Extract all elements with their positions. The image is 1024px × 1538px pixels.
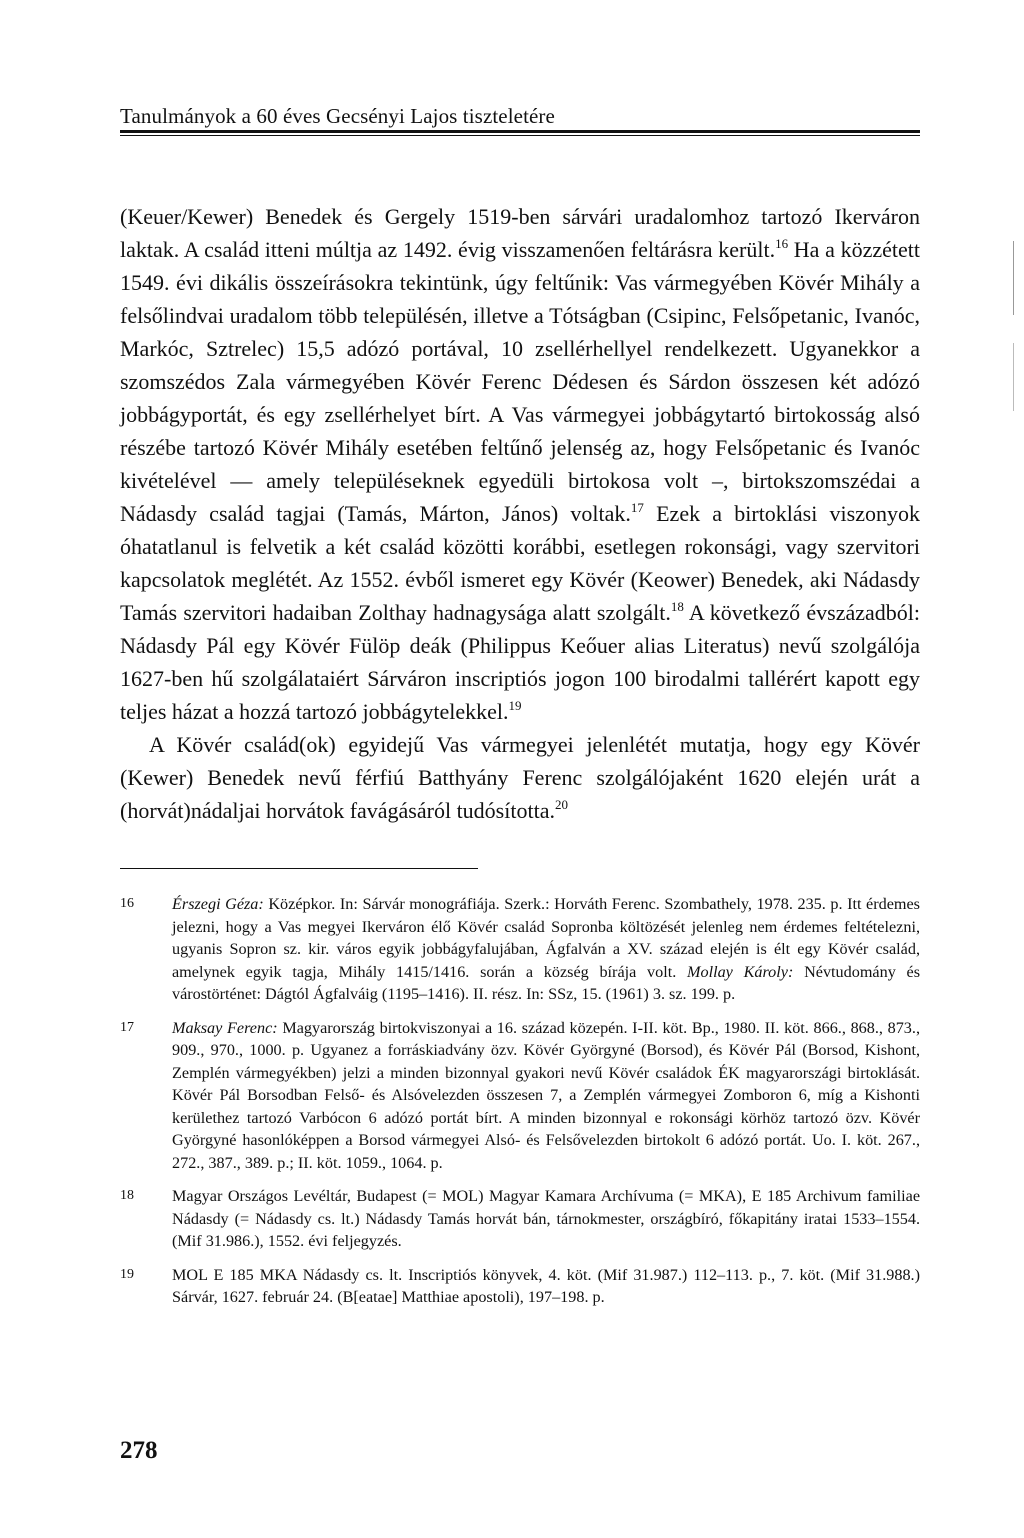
header-rule [120, 130, 920, 133]
footnote-number: 16 [120, 896, 134, 911]
footnote-16 [120, 893, 920, 1006]
margin-mark [1013, 343, 1014, 411]
paragraph-text: (Keuer/Kewer) Benedek és Gergely 1519-ben sárvári uradalomhoz tartozó Ikerváron laktak. A család itteni múltja az 1492. évig visszamenően feltárásra került. [120, 204, 920, 262]
footnote-author: Maksay Ferenc: [172, 1018, 278, 1037]
paragraph-text: A Kövér család(ok) egyidejű Vas vármegyei jelenlétét mutatja, hogy egy Kövér (Kewer) Benedek nevű férfiú Batthyány Ferenc szolgálójaként 1620 elején urát a (horvát)nádaljai horvátok favágásáról tudósította. [120, 732, 920, 823]
footnote-ref: 17 [630, 500, 644, 515]
footnote-text: Magyarország birtokviszonyai a 16. század közepén. I-II. köt. Bp., 1980. II. köt. 866., 868., 873., 909., 970., 1000. p. Ugyanez a forráskiadvány özv. Kövér Györgyné (Borsod), és Kövér Pál (Borsod, Kishont, Zemplén vármegyékben) jelzi a minden bizonnyal gyakori nevű Kövér családok ÉK magyarországi birtoklását. Kövér Pál Borsodban Felső- és Alsóvelezden összesen 7, a Zemplén vármegyei Zomboron 6, míg a Kishonti kerülethez tartozó Varbócon 6 adózó portát bírt. A minden bizonnyal e rokonsági körhöz tartozó özv. Kövér Györgyné hasonlóképpen a Borsod vármegyei Alsó- és Felsővelezden birtokolt 6 adózó portát. Uo. I. köt. 267., 272., 387., 389. p.; II. köt. 1059., 1064. p. [172, 1018, 920, 1172]
footnote-19 [120, 1264, 920, 1309]
paragraph-1 [120, 200, 920, 728]
footnote-text: Névtudomány és várostörténet: Dágtól Ágfalváig (1195–1416). II. rész. In: SSz, 15. (1961) 3. sz. 199. p. [172, 962, 920, 1003]
footnote-ref: 16 [775, 236, 789, 251]
footnote-text: Magyar Országos Levéltár, Budapest (= MOL) Magyar Kamara Archívuma (= MKA), E 185 Archivum familiae Nádasdy (= Nádasdy cs. lt.) Nádasdy Tamás horvát bán, tárnokmester, országbíró, főkapitány iratai 1533–1554. (Mif 31.986.), 1552. évi feljegyzés. [172, 1187, 920, 1250]
paragraph-2 [120, 728, 920, 827]
header-rule-thin [120, 135, 920, 136]
body-text [120, 200, 920, 827]
footnote-author: Mollay Károly: [687, 962, 794, 981]
paragraph-text: Ha a közzétett 1549. évi dikális összeírásokra tekintünk, úgy feltűnik: Vas vármegyében Kövér Mihály a felsőlindvai uradalom több településén, illetve a Tótságban (Csipinc, Felsőpetanic, Ivanóc, Markóc, Sztrelec) 15,5 adózó portával, 10 zsellérhellyel rendelkezett. Ugyanekkor a szomszédos Zala vármegyében Kövér Ferenc Dédesen és Sárdon összesen két adózó jobbágyportát, és egy zsellérhelyet bírt. A Vas vármegyei jobbágytartó birtokosság alsó részébe tartozó Kövér Mihály esetében feltűnő jelenség az, hogy Felsőpetanic és Ivanóc kivételével — amely településeknek egyedüli birtokosa volt –, birtokszomszédai a Nádasdy család tagjai (Tamás, Márton, János) voltak. [120, 237, 921, 526]
footnote-text: Középkor. In: Sárvár monográfiája. Szerk.: Horváth Ferenc. Szombathely, 1978. 235. p. Itt érdemes jelezni, hogy a Vas megyei Ikerváron élő Kövér család Sopronba költözését jelenleg nem érdemes feltételezni, ugyanis Sopron sz. kir. város egyik jobbágyfalujában, Ágfalván a XV. század elején is élt egy Kövér család, amelynek egyik tagja, Mihály 1415/1416. során a község bírája volt. [172, 895, 920, 981]
footnote-separator [120, 868, 478, 869]
footnote-number: 18 [120, 1188, 134, 1203]
footnote-ref: 20 [554, 797, 568, 812]
page-number: 278 [120, 1437, 158, 1464]
footnote-17 [120, 1017, 920, 1175]
running-header: Tanulmányok a 60 éves Gecsényi Lajos tiszteletére [120, 104, 555, 128]
paragraph-text: A következő évszázadból: Nádasdy Pál egy Kövér Fülöp deák (Philippus Keőuer alias Literatus) nevű szolgálója 1627-ben hű szolgálataiért Sárváron inscriptiós jogon 100 birodalmi tallérért kapott egy teljes házat a hozzá tartozó jobbágytelekkel. [120, 600, 920, 724]
margin-mark [1013, 241, 1014, 315]
footnote-ref: 19 [508, 698, 522, 713]
footnote-18 [120, 1185, 920, 1253]
footnote-text: MOL E 185 MKA Nádasdy cs. lt. Inscriptiós könyvek, 4. köt. (Mif 31.987.) 112–113. p., 7. köt. (Mif 31.988.) Sárvár, 1627. február 24. (B[eatae] Matthiae apostoli), 197–198. p. [172, 1265, 920, 1306]
footnote-ref: 18 [670, 599, 684, 614]
footnote-number: 19 [120, 1266, 134, 1282]
footnote-author: Érszegi Géza: [172, 895, 264, 913]
paragraph-text: Ezek a birtoklási viszonyok óhatatlanul is felvetik a két család közötti korábbi, esetlegen rokonsági, vagy szervitori kapcsolatok meglétét. Az 1552. évből ismeret egy Kövér (Keower) Benedek, aki Nádasdy Tamás szervitori hadaiban Zolthay hadnagysága alatt szolgált. [120, 501, 920, 625]
footnotes [120, 893, 920, 1320]
footnote-number: 17 [120, 1019, 134, 1035]
